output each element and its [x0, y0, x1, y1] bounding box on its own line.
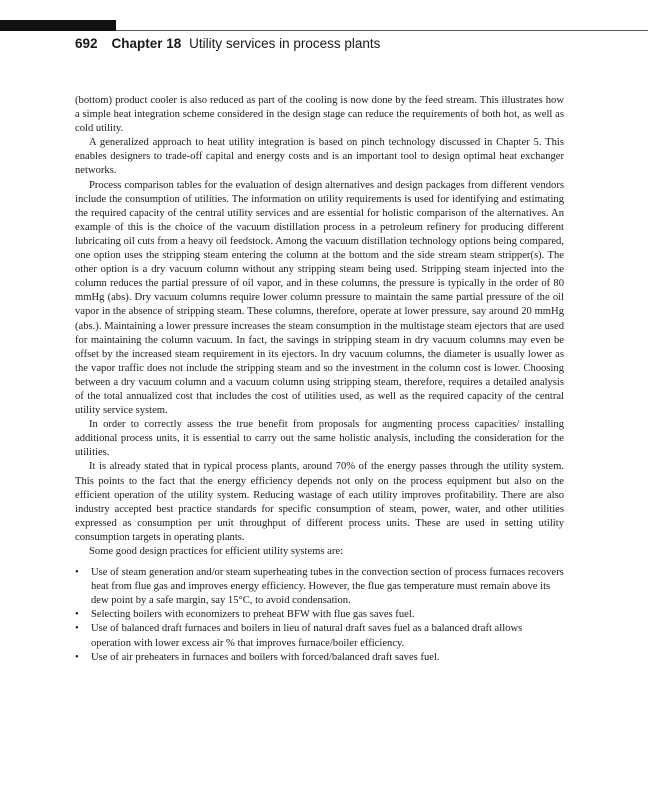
list-item-text: Use of air preheaters in furnaces and boilers with forced/balanced draft saves fuel.	[91, 651, 440, 663]
bullet-icon: •	[75, 651, 79, 663]
list-item-text: Use of balanced draft furnaces and boilers in lieu of natural draft saves fuel as a balanced draft allows operation with lower excess air % that improves furnace/boiler efficiency.	[91, 623, 523, 649]
body-text	[75, 94, 564, 665]
list-item	[75, 608, 564, 622]
paragraph: Process comparison tables for the evaluation of design alternatives and design packages from different vendors include the consumption of utilities. The information on utility requirements is used for identifying and estimating the required capacity of the central utility services and are essential for holistic comparison of the alternatives. An example of this is the choice of the vacuum distillation process in a petroleum refinery for producing different lubricating oil cuts from a heavy oil feedstock. Among the vacuum distillation technology options being compared, one option uses the stripping steam entering the column at the bottom and the side stream steam stripper(s). The other option is a dry vacuum column without any stripping steam being used. Stripping steam injected into the column reduces the partial pressure of oil vapor, and in these columns, the pressure is typically in the order of 80 mmHg (abs). Dry vacuum columns require lower column pressure to maintain the same partial pressure of the oil vapor in the absence of stripping steam. These columns, therefore, operate at lower pressure, say around 20 mmHg (abs.). Maintaining a lower pressure increases the steam consumption in the multistage steam ejectors that are used for maintaining the column vacuum. In fact, the savings in stripping steam in dry vacuum columns may even be offset by the increased steam requirement in its ejectors. In dry vacuum columns, the diameter is usually lower as the vapor traffic does not include the stripping steam and so the investment in the column cost is lower. Choosing between a dry vacuum column and a vacuum column using stripping steam, therefore, requires a detailed analysis of the total annualized cost that includes the cost of utilities used, as well as the required capacity of the central utility service system.	[75, 179, 564, 417]
page-number: 692	[75, 36, 98, 51]
bullet-icon: •	[75, 609, 79, 621]
list-item	[75, 622, 564, 650]
paragraph: In order to correctly assess the true benefit from proposals for augmenting process capacities/ installing additional process units, it is essential to carry out the same holistic analysis, including the consideration for the utilities.	[75, 419, 564, 459]
list-item-text: Selecting boilers with economizers to preheat BFW with flue gas saves fuel.	[91, 609, 415, 621]
paragraph: Some good design practices for efficient utility systems are:	[89, 546, 343, 557]
running-head	[75, 36, 380, 51]
list-item	[75, 651, 564, 665]
paragraph: A generalized approach to heat utility integration is based on pinch technology discussed in Chapter 5. This enables designers to trade-off capital and energy costs and is an important tool to design optimal heat exchanger networks.	[75, 137, 564, 177]
paragraph: (bottom) product cooler is also reduced as part of the cooling is now done by the feed stream. This illustrates how a simple heat integration scheme considered in the design stage can reduce the requirements of both hot, as well as cold utility.	[75, 95, 564, 135]
chapter-label: Chapter 18	[111, 36, 182, 51]
header-bar	[0, 20, 116, 31]
paragraph: It is already stated that in typical process plants, around 70% of the energy passes through the utility system. This points to the fact that the energy efficiency depends not only on the process equipment but also on the efficient operation of the utility system. Reducing wastage of each utility improves profitability. There are also industry accepted best practice standards for specific consumption of steam, power, water, and other utilities expressed as consumption per unit throughput of different process units. These are used in setting utility consumption targets in operating plants.	[75, 461, 564, 543]
chapter-title: Utility services in process plants	[189, 36, 381, 51]
header-rule	[116, 30, 648, 31]
bullet-icon: •	[75, 623, 79, 635]
list-item	[75, 566, 564, 608]
list-item-text: Use of steam generation and/or steam superheating tubes in the convection section of process furnaces recovers heat from flue gas and improves energy efficiency. However, the flue gas temperature must remain above its dew point by a safe margin, say 15°C, to avoid condensation.	[91, 567, 564, 607]
bullet-list	[75, 566, 564, 665]
bullet-icon: •	[75, 567, 79, 579]
